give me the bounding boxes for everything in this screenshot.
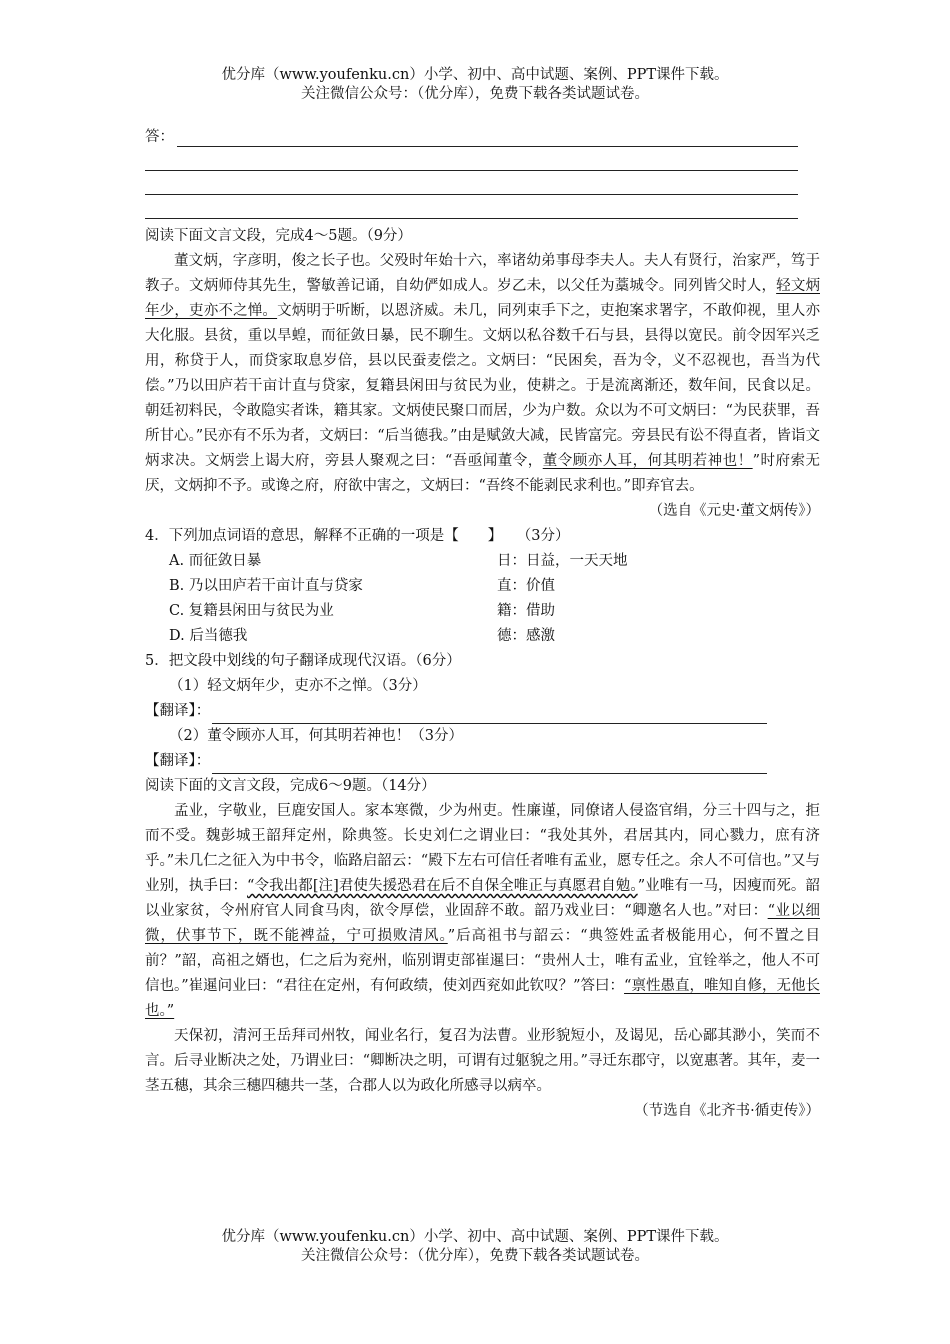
answer-blank-3[interactable]	[145, 194, 798, 195]
option-d-explanation: 德：感激	[497, 628, 555, 644]
wavy-underlined-sentence: “令我出都[注]君使失援恐君在后不自保全唯正与真愿君自勉。	[247, 878, 638, 894]
option-b-sentence: B. 乃以田庐若干亩计直与贷家	[169, 578, 363, 594]
q4-option-b[interactable]	[145, 574, 820, 599]
underlined-sentence-3: “业以细微，伏事节下，既不能裨益，宁可损败清风。	[145, 903, 820, 944]
answer-blank-4[interactable]	[145, 218, 798, 219]
passage2-intro: 阅读下面的文言文段，完成6～9题。（14分）	[145, 778, 436, 794]
answer-line-2	[145, 150, 820, 174]
passage2-source: （节选自《北齐书·循吏传》）	[634, 1103, 820, 1119]
underlined-sentence-2: 董令顾亦人耳，何其明若神也！	[542, 453, 753, 469]
header-line-2: 关注微信公众号：（优分库），免费下载各类试题试卷。	[301, 86, 649, 102]
answer-blank-1[interactable]	[177, 146, 798, 147]
passage2-paragraph-2: 天保初，清河王岳拜司州牧，闻业名行，复召为法曹。业形貌短小，及谒见，岳心鄙其渺小，笑而不言。后寻业断决之处，乃谓业曰：“卿断决之明，可谓有过躯貌之用。”寻迁东郡守，以宽惠著。其年，麦一茎五穗，其余三穗四穗共一茎，合郡人以为政化所感寻以病卒。	[145, 1028, 820, 1094]
q5-translate-row-2	[145, 749, 820, 774]
translate-label-2: 【翻译】：	[145, 753, 211, 769]
q5-sub-2: （2）董令顾亦人耳，何其明若神也！（3分）	[169, 728, 463, 744]
option-a-sentence: A. 而征敛日暴	[169, 553, 262, 569]
passage1-part-3: ”时府索无厌，文炳抑不予。或谗之府，府欲中害之，文炳曰：“吾终不能剥民求利也。”即弃官去。	[145, 453, 821, 494]
option-c-sentence: C. 复籍县闲田与贫民为业	[169, 603, 334, 619]
passage2-part-1: 孟业，字敬业，巨鹿安国人。家本寒微，少为州吏。性廉谨，同僚诸人侵盗官绢，分三十四与之，拒而不受。魏彭城王韶拜定州，除典签。长史刘仁之谓业曰：“我处其外，君居其内，同心戮力，庶有济乎。”未几仁之征入为中书令，临路启韶云：“殿下左右可信任者唯有孟业，愿专任之。余人不可信也。”又与业别，执手曰：	[145, 803, 820, 894]
underlined-sentence-1: 轻文炳年少，吏亦不之惮。	[145, 278, 820, 319]
translate-blank-1[interactable]	[212, 703, 767, 724]
answer-line-1	[145, 126, 820, 150]
passage1-intro: 阅读下面文言文段，完成4～5题。（9分）	[145, 228, 412, 244]
q4-option-d[interactable]	[145, 624, 820, 649]
exam-content	[145, 126, 820, 1124]
translate-blank-2[interactable]	[212, 753, 767, 774]
question-4-stem: 4．下列加点词语的意思，解释不正确的一项是【 】 （3分）	[145, 528, 570, 544]
option-c-explanation: 籍：借助	[497, 603, 555, 619]
footer-line-2: 关注微信公众号：（优分库），免费下载各类试题试卷。	[301, 1248, 649, 1264]
option-d-sentence: D. 后当德我	[169, 628, 248, 644]
passage1-part-2: 文炳明于听断，以恩济威。未几，同列束手下之，吏抱案求署字，不敢仰视，里人亦大化服。县贫，重以旱蝗，而征敛日暴，民不聊生。文炳以私谷数千石与县，县得以宽民。前令因军兴乏用，称贷于人，而贷家取息岁倍，县以民蚕麦偿之。文炳曰：“民困矣，吾为令，义不忍视也，吾当为代偿。”乃以田庐若干亩计直与贷家，复籍县闲田与贫民为业，使耕之。于是流离渐还，数年间，民食以足。朝廷初料民，令敢隐实者诛，籍其家。文炳使民聚口而居，少为户数。众以为不可文炳曰：“为民获罪，吾所甘心。”民亦有不乐为者，文炳曰：“后当德我。”由是赋敛大减，民皆富完。旁县民有讼不得直者，皆诣文炳求决。文炳尝上谒大府，旁县人聚观之曰：“吾亟闻董令，	[145, 303, 821, 469]
question-5-stem: 5．把文段中划线的句子翻译成现代汉语。（6分）	[145, 653, 461, 669]
passage2-part-2: ”业唯有一马，因瘦而死。韶以业家贫，令州府官人同食马肉，欲令厚偿，业固辞不敢。韶乃戏业曰：“卿邀名人也。”对曰：	[145, 878, 820, 919]
q4-option-a[interactable]	[145, 549, 820, 574]
passage2-part-3: ”后高祖书与韶云：“典签姓孟者极能用心，何不置之目前？”韶，高祖之婿也，仁之后为兖州，临别谓吏部崔暹曰：“贵州人士，唯有孟业，宜铨举之，他人不可信也。”崔暹问业曰：“君往在定州，有何政绩，使刘西兖如此钦叹？”答曰：	[145, 928, 820, 994]
translate-label-1: 【翻译】：	[145, 703, 211, 719]
passage1-text	[145, 249, 820, 499]
answer-blank-2[interactable]	[145, 170, 798, 171]
option-b-explanation: 直：价值	[497, 578, 555, 594]
q5-translate-row-1	[145, 699, 820, 724]
passage1-part-1: 董文炳，字彦明，俊之长子也。父殁时年始十六，率诸幼弟事母李夫人。夫人有贤行，治家严，笃于教子。文炳师侍其先生，警敏善记诵，自幼俨如成人。岁乙未，以父任为藁城令。同列皆父时人，	[145, 253, 820, 294]
option-a-explanation: 日：日益，一天天地	[497, 553, 628, 569]
answer-line-4	[145, 198, 820, 224]
answer-line-3	[145, 174, 820, 198]
passage2-paragraph-1	[145, 799, 820, 1024]
footer-line-1: 优分库（www.youfenku.cn）小学、初中、高中试题、案例、PPT课件下载。	[221, 1229, 729, 1245]
q5-sub-1: （1）轻文炳年少，吏亦不之惮。（3分）	[169, 678, 427, 694]
underlined-sentence-4: “禀性愚直，唯知自修，无他长也。”	[145, 978, 820, 1019]
q4-option-c[interactable]	[145, 599, 820, 624]
answer-label: 答：	[145, 129, 174, 145]
header-line-1: 优分库（www.youfenku.cn）小学、初中、高中试题、案例、PPT课件下载。	[221, 67, 729, 83]
passage1-source: （选自《元史·董文炳传》）	[648, 503, 820, 519]
